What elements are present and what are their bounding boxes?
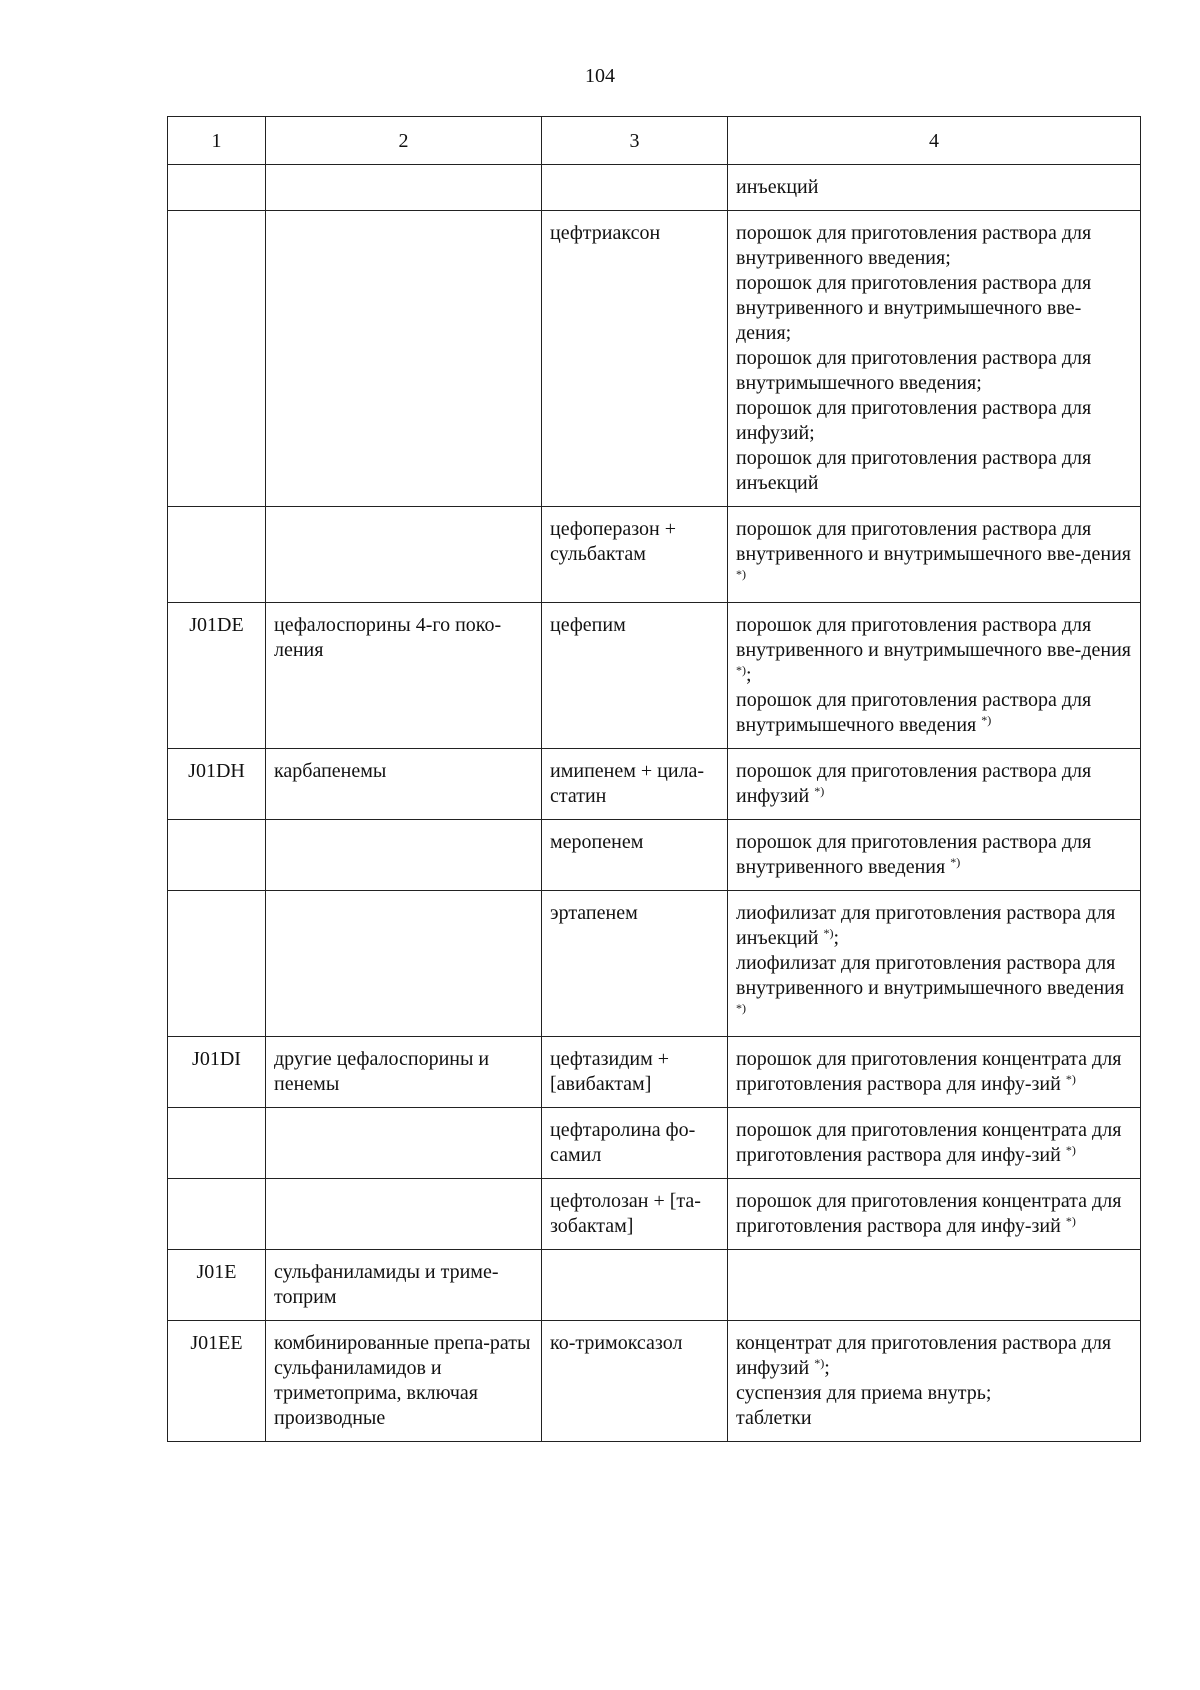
atc-code-cell [168,1108,266,1179]
atc-code-cell: J01DI [168,1037,266,1108]
group-name-cell [266,1179,542,1250]
atc-code-cell [168,211,266,507]
group-name-cell: другие цефалоспорины и пенемы [266,1037,542,1108]
atc-code-cell [168,507,266,603]
column-header-3: 3 [542,117,728,165]
dosage-form-text: порошок для приготовления раствора для внутривенного и внутримышечного вве-дения [736,518,1131,565]
atc-code-cell: J01DE [168,603,266,749]
page-number [0,64,1200,88]
group-name-cell: сульфаниламиды и триме-топрим [266,1250,542,1321]
drug-name-cell: цефтаролина фо-самил [542,1108,728,1179]
drug-name-cell: меропенем [542,820,728,891]
dosage-form-item [736,1381,1132,1406]
dosage-form-text: лиофилизат для приготовления раствора для внутривенного и внутримышечного введения [736,952,1125,999]
group-name-cell [266,507,542,603]
dosage-form-item [736,346,1132,396]
column-header-1: 1 [168,117,266,165]
drug-name-cell: цефтриаксон [542,211,728,507]
dosage-forms-cell [728,1179,1141,1250]
table-row [168,1321,1141,1442]
dosage-form-text: порошок для приготовления раствора для внутривенного и внутримышечного вве-дения; [736,272,1092,344]
atc-code-cell: J01E [168,1250,266,1321]
dosage-form-text: порошок для приготовления раствора для инфузий [736,760,1092,807]
table-row [168,820,1141,891]
group-name-cell [266,891,542,1037]
dosage-form-item [736,1118,1132,1168]
atc-code-cell: J01EE [168,1321,266,1442]
dosage-form-separator: ; [824,1357,830,1379]
footnote-marker: *) [814,1356,825,1370]
dosage-form-text: порошок для приготовления концентрата для приготовления раствора для инфу-зий [736,1119,1122,1166]
table-row [168,1179,1141,1250]
dosage-form-item [736,517,1132,592]
footnote-marker: *) [736,567,746,581]
dosage-form-text: суспензия для приема внутрь; [736,1382,992,1404]
atc-code-cell [168,820,266,891]
dosage-forms-cell [728,1037,1141,1108]
footnote-marker: *) [823,926,834,940]
footnote-marker: *) [736,663,746,677]
dosage-forms-cell [728,1108,1141,1179]
page-number-text: 104 [585,65,615,87]
footnote-marker: *) [1065,1072,1076,1086]
dosage-form-item [736,175,1132,200]
dosage-form-item [736,830,1132,880]
dosage-form-item [736,613,1132,688]
table-row [168,603,1141,749]
drug-name-cell: эртапенем [542,891,728,1037]
table-row [168,211,1141,507]
footnote-marker: *) [736,1001,746,1015]
dosage-form-item [736,271,1132,346]
footnote-marker: *) [1065,1143,1076,1157]
dosage-form-separator: ; [833,927,840,949]
drug-name-cell: цефтолозан + [та-зобактам] [542,1179,728,1250]
group-name-cell [266,820,542,891]
dosage-form-item [736,951,1132,1026]
dosage-form-separator: ; [746,664,752,686]
table-row [168,1037,1141,1108]
group-name-cell: карбапенемы [266,749,542,820]
dosage-form-text: порошок для приготовления раствора для внутримышечного введения [736,689,1092,736]
table-row [168,1108,1141,1179]
footnote-marker: *) [981,713,992,727]
group-name-cell: цефалоспорины 4-го поко-ления [266,603,542,749]
group-name-cell [266,165,542,211]
column-header-2: 2 [266,117,542,165]
dosage-form-item [736,1189,1132,1239]
dosage-forms-cell [728,749,1141,820]
atc-code-cell [168,1179,266,1250]
dosage-form-item [736,1047,1132,1097]
dosage-form-item [736,1406,1132,1431]
atc-code-cell [168,891,266,1037]
table-row [168,507,1141,603]
dosage-forms-cell [728,1250,1141,1321]
drug-name-cell: цефоперазон + сульбактам [542,507,728,603]
dosage-form-text: порошок для приготовления концентрата для приготовления раствора для инфу-зий [736,1048,1122,1095]
dosage-forms-cell [728,820,1141,891]
table-header-row [168,117,1141,165]
group-name-cell [266,211,542,507]
footnote-marker: *) [950,855,961,869]
group-name-cell [266,1108,542,1179]
table-row [168,1250,1141,1321]
drug-name-cell [542,165,728,211]
drug-table [167,116,1141,1442]
dosage-form-item [736,759,1132,809]
drug-name-cell: ко-тримоксазол [542,1321,728,1442]
drug-name-cell: имипенем + цила-статин [542,749,728,820]
dosage-form-item [736,688,1132,738]
dosage-form-text: порошок для приготовления раствора для внутривенного введения [736,831,1092,878]
dosage-form-text: лиофилизат для приготовления раствора для инъекций [736,902,1116,949]
group-name-cell: комбинированные препа-раты сульфаниламидов и триметоприма, включая производные [266,1321,542,1442]
dosage-forms-cell [728,891,1141,1037]
atc-code-cell: J01DH [168,749,266,820]
dosage-form-text: порошок для приготовления раствора для инфузий; [736,397,1092,444]
dosage-form-text: порошок для приготовления раствора для внутривенного введения; [736,222,1092,269]
dosage-form-text: порошок для приготовления раствора для внутривенного и внутримышечного вве-дения [736,614,1131,661]
footnote-marker: *) [814,784,825,798]
footnote-marker: *) [1065,1214,1076,1228]
table-row [168,165,1141,211]
dosage-forms-cell [728,211,1141,507]
dosage-form-text: таблетки [736,1407,812,1429]
table-row [168,749,1141,820]
dosage-forms-cell [728,165,1141,211]
atc-code-cell [168,165,266,211]
dosage-form-item [736,221,1132,271]
dosage-forms-cell [728,603,1141,749]
dosage-form-item [736,901,1132,951]
column-header-4: 4 [728,117,1141,165]
dosage-form-text: концентрат для приготовления раствора для инфузий [736,1332,1112,1379]
drug-name-cell: цефепим [542,603,728,749]
dosage-forms-cell [728,1321,1141,1442]
dosage-form-item [736,1331,1132,1381]
table-row [168,891,1141,1037]
dosage-form-text: порошок для приготовления раствора для инъекций [736,447,1092,494]
dosage-form-text: порошок для приготовления раствора для внутримышечного введения; [736,347,1092,394]
table-body [168,165,1141,1442]
dosage-form-item [736,446,1132,496]
drug-name-cell [542,1250,728,1321]
dosage-form-text: инъекций [736,176,819,198]
drug-name-cell: цефтазидим + [авибактам] [542,1037,728,1108]
dosage-form-text: порошок для приготовления концентрата для приготовления раствора для инфу-зий [736,1190,1122,1237]
dosage-form-item [736,396,1132,446]
dosage-forms-cell [728,507,1141,603]
